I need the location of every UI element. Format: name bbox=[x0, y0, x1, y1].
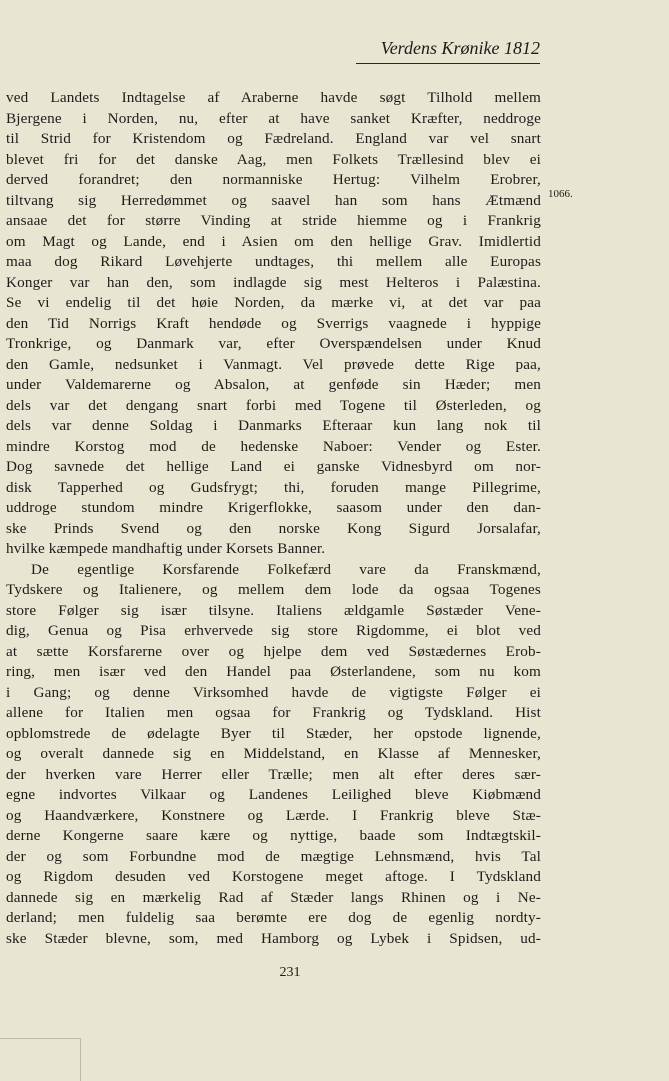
text-line: der og som Forbundne mod de mægtige Lehnsmænd, hvis Tal bbox=[6, 847, 541, 865]
text-line: dels var det dengang snart forbi med Togene til Østerleden, og bbox=[6, 396, 541, 414]
page-number: 231 bbox=[279, 965, 301, 980]
page-corner-edge bbox=[0, 1038, 81, 1081]
text-line: disk Tapperhed og Gudsfrygt; thi, foruden mange Pillegrime, bbox=[6, 478, 541, 496]
text-line: den Tid Norrigs Kraft hendøde og Sverrigs vaagnede i hyppige bbox=[6, 314, 541, 332]
text-line: Bjergene i Norden, nu, efter at have sanket Kræfter, neddroge bbox=[6, 109, 541, 127]
text-line: ring, men især ved den Handel paa Østerlandene, som nu kom bbox=[6, 663, 541, 680]
body-text bbox=[6, 88, 541, 949]
text-line: egne indvortes Vilkaar og Landenes Leilighed bleve Kiøbmænd bbox=[6, 786, 541, 803]
text-line: til Strid for Kristendom og Fædreland. England var vel snart bbox=[6, 130, 541, 147]
text-line: der hverken vare Herrer eller Trælle; men alt efter deres sær- bbox=[6, 765, 541, 783]
text-line: Konger var han den, som indlagde sig mest Helteros i Palæstina. bbox=[6, 273, 541, 291]
text-line: ske Prinds Svend og den norske Kong Sigurd Jorsalafar, bbox=[6, 519, 541, 537]
text-line: og Rigdom desuden ved Korstogene meget aftoge. I Tydskland bbox=[6, 868, 541, 885]
text-line: derved forandret; den normanniske Hertug: Vilhelm Erobrer, bbox=[6, 171, 541, 188]
text-line: om Magt og Lande, end i Asien om den hellige Grav. Imidlertid bbox=[6, 232, 541, 250]
text-line: ansaae det for større Vinding at stride hiemme og i Frankrig bbox=[6, 212, 541, 229]
text-line: maa dog Rikard Løvehjerte undtages, thi mellem alle Europas bbox=[6, 253, 541, 270]
text-line: derland; men fuldelig saa berømte ere dog de egenlig nordty- bbox=[6, 909, 541, 926]
text-line: Tydskere og Italienere, og mellem dem lode da ogsaa Togenes bbox=[6, 581, 541, 598]
text-line: De egentlige Korsfarende Folkefærd vare da Franskmænd, bbox=[31, 560, 541, 578]
text-line: store Følger sig især tilsyne. Italiens ældgamle Søstæder Vene- bbox=[6, 601, 541, 619]
text-line: og Haandværkere, Konstnere og Lærde. I Frankrig bleve Stæ- bbox=[6, 806, 541, 824]
running-header: Verdens Krønike 1812 bbox=[356, 38, 540, 64]
text-line: allene for Italien men ogsaa for Frankrig og Tydskland. Hist bbox=[6, 704, 541, 721]
text-line: Tronkrige, og Danmark var, efter Overspændelsen under Knud bbox=[6, 335, 541, 352]
text-line: hvilke kæmpede mandhaftig under Korsets Banner. bbox=[6, 540, 326, 557]
text-line: uddroge stundom mindre Krigerflokke, saasom under den dan- bbox=[6, 499, 541, 516]
text-line: den Gamle, nedsunket i Vanmagt. Vel prøvede dette Rige paa, bbox=[6, 355, 541, 373]
text-line: dig, Genua og Pisa erhvervede sig store Rigdomme, ei blot ved bbox=[6, 622, 541, 639]
text-line: Dog savnede det hellige Land ei ganske Vidnesbyrd om nor- bbox=[6, 458, 541, 475]
text-line: at sætte Korsfarerne over og hjelpe dem ved Søstædernes Erob- bbox=[6, 642, 541, 660]
text-line: og overalt dannede sig en Middelstand, en Klasse af Mennesker, bbox=[6, 745, 541, 762]
text-line: mindre Korstog mod de hedenske Naboer: Vender og Ester. bbox=[6, 437, 541, 455]
text-line: Se vi endelig til det høie Norden, da mærke vi, at det var paa bbox=[6, 294, 541, 311]
text-line: dannede sig en mærkelig Rad af Stæder langs Rhinen og i Ne- bbox=[6, 888, 541, 906]
text-line: tiltvang sig Herredømmet og saavel han som hans Ætmænd bbox=[6, 191, 541, 209]
text-line: opblomstrede de ødelagte Byer til Stæder, her opstode lignende, bbox=[6, 724, 541, 742]
text-line: ske Stæder blevne, som, med Hamborg og Lybek i Spidsen, ud- bbox=[6, 929, 541, 947]
margin-note-year: 1066. bbox=[548, 188, 573, 200]
text-line: ved Landets Indtagelse af Araberne havde søgt Tilhold mellem bbox=[6, 89, 541, 106]
text-line: i Gang; og denne Virksomhed havde de vigtigste Følger ei bbox=[6, 683, 541, 701]
text-line: under Valdemarerne og Absalon, at genføde sin Hæder; men bbox=[6, 376, 541, 393]
text-line: blevet fri for det danske Aag, men Folkets Trællesind blev ei bbox=[6, 150, 541, 168]
text-line: derne Kongerne saare kære og nyttige, baade som Indtægtskil- bbox=[6, 827, 541, 844]
text-line: dels var denne Soldag i Danmarks Efteraar kun lang nok til bbox=[6, 417, 541, 434]
